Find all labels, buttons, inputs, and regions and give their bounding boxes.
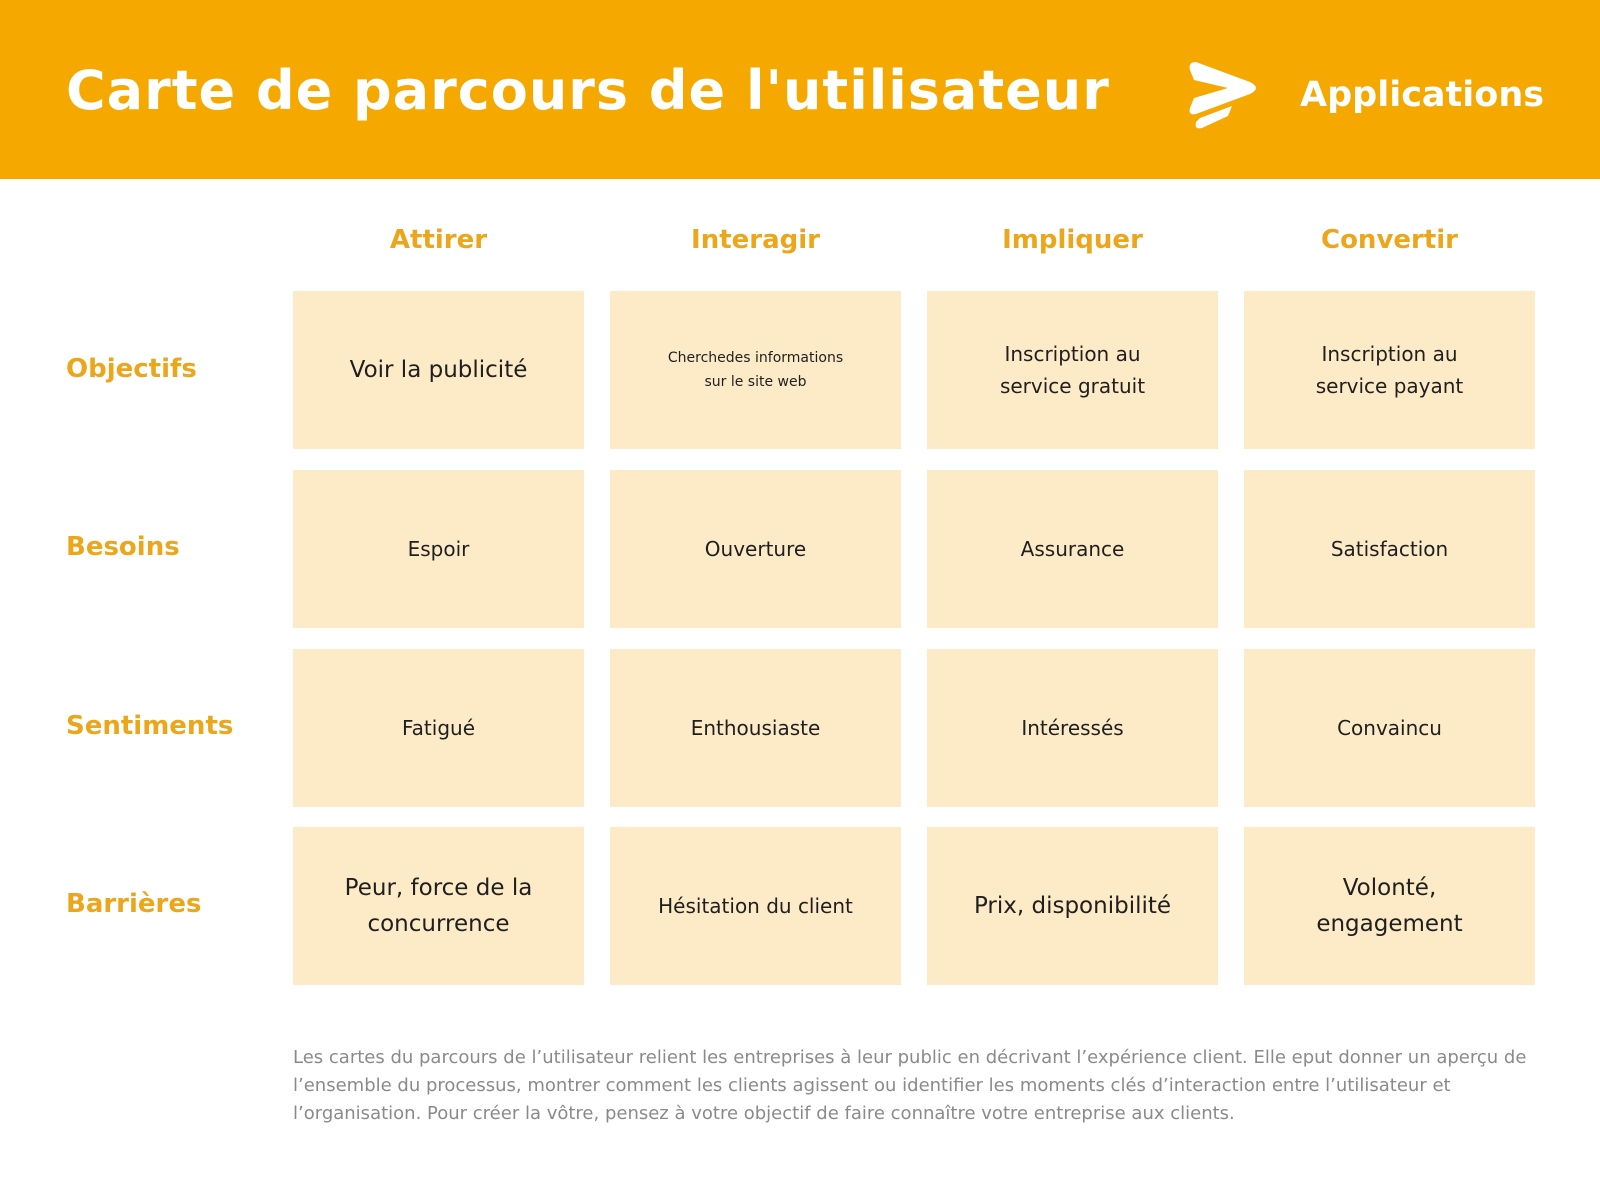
cell-barrieres-convertir xyxy=(1244,827,1535,985)
row-label-sentiments: Sentiments xyxy=(66,711,234,741)
cell-besoins-impliquer xyxy=(927,470,1218,628)
cell-text: Prix, disponibilité xyxy=(973,893,1172,919)
cell-text: Espoir xyxy=(407,537,470,561)
cell-sentiments-impliquer xyxy=(927,649,1218,807)
cell-text: Satisfaction xyxy=(1330,537,1449,561)
cell-besoins-attirer xyxy=(293,470,584,628)
row-label-barrieres: Barrières xyxy=(66,889,202,919)
cell-text: Enthousiaste xyxy=(690,716,821,740)
cell-besoins-interagir xyxy=(610,470,901,628)
cell-objectifs-impliquer xyxy=(927,291,1218,449)
cell-text: Intéressés xyxy=(1021,716,1124,740)
cell-barrieres-impliquer xyxy=(927,827,1218,985)
header-banner xyxy=(0,0,1600,179)
cell-text: Volonté, engagement xyxy=(1316,875,1463,937)
cell-text: Hésitation du client xyxy=(658,894,853,918)
cell-text: Inscription au service gratuit xyxy=(999,342,1146,398)
cell-objectifs-interagir xyxy=(610,291,901,449)
stage-header-interagir: Interagir xyxy=(691,225,820,255)
row-label-besoins: Besoins xyxy=(66,532,180,562)
cell-besoins-convertir xyxy=(1244,470,1535,628)
stage-header-convertir: Convertir xyxy=(1320,225,1459,255)
cell-text: Peur, force de la concurrence xyxy=(344,875,533,937)
cell-objectifs-convertir xyxy=(1244,291,1535,449)
cell-objectifs-attirer xyxy=(293,291,584,449)
cell-text: Convaincu xyxy=(1337,716,1442,740)
cell-text: Assurance xyxy=(1020,537,1125,561)
description-paragraph: Les cartes du parcours de l’utilisateur relient les entreprises à leur public en décrivant l’expérience client. Elle eput donner un aperçu de l’ensemble du processus, montrer comment les clients agissent ou identifier les moments clés d’interaction entre l’utilisateur et l’organisation. Pour créer la vôtre, pensez à votre objectif de faire connaître votre entreprise aux clients. xyxy=(293,1047,1527,1124)
stage-header-impliquer: Impliquer xyxy=(1002,225,1143,255)
stage-header-attirer: Attirer xyxy=(389,225,488,255)
brand-name: Applications xyxy=(1300,75,1545,115)
cell-text: Fatigué xyxy=(402,716,475,740)
cell-barrieres-attirer xyxy=(293,827,584,985)
chevron-logo-icon xyxy=(1188,58,1264,134)
cell-barrieres-interagir xyxy=(610,827,901,985)
cell-sentiments-convertir xyxy=(1244,649,1535,807)
cell-text: Ouverture xyxy=(704,537,807,561)
cell-text: Inscription au service payant xyxy=(1315,342,1464,398)
page-title: Carte de parcours de l'utilisateur xyxy=(66,59,1110,122)
cell-text: Voir la publicité xyxy=(349,357,528,383)
cell-text: Cherchedes informations sur le site web xyxy=(667,350,844,390)
cell-sentiments-attirer xyxy=(293,649,584,807)
row-label-objectifs: Objectifs xyxy=(66,354,197,384)
cell-sentiments-interagir xyxy=(610,649,901,807)
